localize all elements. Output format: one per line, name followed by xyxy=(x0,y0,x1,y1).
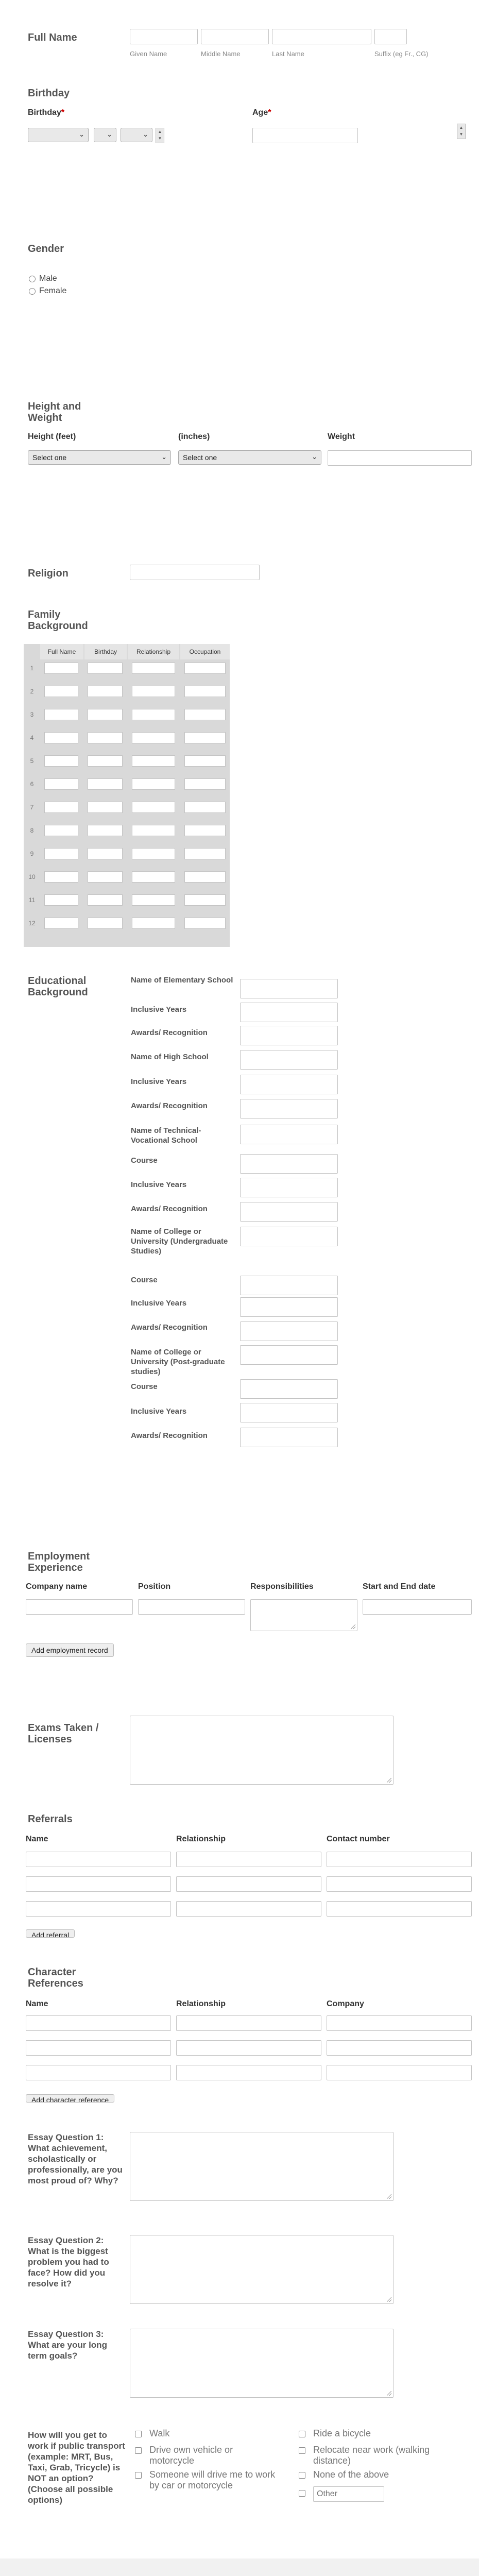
education-field-input[interactable] xyxy=(240,1125,338,1144)
family-cell-input[interactable] xyxy=(44,709,78,720)
education-field-input[interactable] xyxy=(240,1003,338,1022)
referral-input[interactable] xyxy=(26,1876,171,1892)
education-field-label: Awards/ Recognition xyxy=(131,1431,208,1440)
family-cell-input[interactable] xyxy=(132,825,175,836)
family-cell-input[interactable] xyxy=(132,871,175,883)
education-field-label: Inclusive Years xyxy=(131,1005,187,1014)
character-col-company: Company xyxy=(327,1999,364,2008)
family-cell-input[interactable] xyxy=(184,755,226,767)
suffix-input[interactable] xyxy=(374,29,407,44)
essay-2-textarea[interactable] xyxy=(130,2235,394,2304)
employment-col-dates: Start and End date xyxy=(363,1582,436,1591)
gender-male-label: Male xyxy=(39,274,57,283)
birth-year-select[interactable]: ⌄ xyxy=(121,128,152,142)
family-cell-input[interactable] xyxy=(132,778,175,790)
family-cell-input[interactable] xyxy=(44,755,78,767)
family-cell-input[interactable] xyxy=(88,894,123,906)
education-field-label: Course xyxy=(131,1156,158,1165)
referral-input[interactable] xyxy=(176,1852,321,1867)
family-cell-input[interactable] xyxy=(184,709,226,720)
family-row-number: 2 xyxy=(30,688,34,695)
suffix-sublabel: Suffix (eg Fr., CG) xyxy=(374,50,429,58)
education-field-input[interactable] xyxy=(240,1403,338,1422)
education-field-label: Inclusive Years xyxy=(131,1077,187,1086)
transport-drive-label: Drive own vehicle or motorcycle xyxy=(149,2445,233,2466)
education-field-input[interactable] xyxy=(240,1321,338,1341)
education-field-input[interactable] xyxy=(240,1178,338,1197)
education-field-label: Course xyxy=(131,1382,158,1391)
family-cell-input[interactable] xyxy=(88,686,123,697)
family-cell-input[interactable] xyxy=(184,894,226,906)
full-name-label: Full Name xyxy=(28,32,77,43)
family-cell-input[interactable] xyxy=(44,686,78,697)
referral-input[interactable] xyxy=(327,1852,472,1867)
date-picker-icon[interactable]: ▲ ▼ xyxy=(156,128,164,143)
family-row-number: 7 xyxy=(30,804,34,811)
family-row-number: 3 xyxy=(30,711,34,718)
family-table xyxy=(24,644,230,947)
character-col-name: Name xyxy=(26,1999,48,2008)
essay-3-label: Essay Question 3: What are your long term goals? xyxy=(28,2329,107,2361)
character-col-relationship: Relationship xyxy=(176,1999,226,2008)
employment-col-responsibilities: Responsibilities xyxy=(250,1582,314,1591)
transport-bicycle-label: Ride a bicycle xyxy=(313,2428,371,2438)
transport-driven-checkbox[interactable] xyxy=(135,2472,142,2479)
transport-question-label: How will you get to work if public transport (example: MRT, Bus, Taxi, Grab, Tricycle) is NOT an option? (Choose all possible options) xyxy=(28,2430,125,2505)
birth-month-select[interactable]: ⌄ xyxy=(28,128,89,142)
last-name-input[interactable] xyxy=(272,29,371,44)
character-references-label: Character References xyxy=(28,1967,83,1989)
family-cell-input[interactable] xyxy=(44,732,78,743)
family-cell-input[interactable] xyxy=(44,918,78,929)
family-row-number: 10 xyxy=(28,873,36,880)
education-field-input[interactable] xyxy=(240,1154,338,1174)
character-reference-input[interactable] xyxy=(327,2040,472,2056)
employment-company-input[interactable] xyxy=(26,1599,133,1615)
weight-input[interactable] xyxy=(328,450,472,466)
referral-input[interactable] xyxy=(26,1852,171,1867)
family-cell-input[interactable] xyxy=(88,848,123,859)
family-cell-input[interactable] xyxy=(88,825,123,836)
character-reference-input[interactable] xyxy=(176,2015,321,2031)
family-cell-input[interactable] xyxy=(88,663,123,674)
character-reference-input[interactable] xyxy=(26,2065,171,2080)
family-cell-input[interactable] xyxy=(44,894,78,906)
transport-none-label: None of the above xyxy=(313,2469,389,2480)
middle-name-sublabel: Middle Name xyxy=(201,50,241,58)
family-row-number: 1 xyxy=(30,665,34,672)
family-row-number: 5 xyxy=(30,757,34,765)
character-reference-input[interactable] xyxy=(176,2065,321,2080)
employment-col-company: Company name xyxy=(26,1582,88,1591)
family-cell-input[interactable] xyxy=(132,918,175,929)
education-field-input[interactable] xyxy=(240,1026,338,1045)
family-col-fullname: Full Name xyxy=(40,644,83,659)
family-cell-input[interactable] xyxy=(184,848,226,859)
exams-label: Exams Taken / Licenses xyxy=(28,1722,99,1745)
family-cell-input[interactable] xyxy=(44,802,78,813)
family-cell-input[interactable] xyxy=(184,663,226,674)
given-name-input[interactable] xyxy=(130,29,198,44)
family-cell-input[interactable] xyxy=(184,802,226,813)
transport-relocate-label: Relocate near work (walking distance) xyxy=(313,2445,430,2466)
education-field-label: Awards/ Recognition xyxy=(131,1323,208,1332)
family-cell-input[interactable] xyxy=(88,871,123,883)
education-field-input[interactable] xyxy=(240,1428,338,1447)
transport-walk-label: Walk xyxy=(149,2428,170,2438)
add-employment-button[interactable]: Add employment record xyxy=(26,1643,114,1657)
family-cell-input[interactable] xyxy=(44,871,78,883)
education-field-label: Awards/ Recognition xyxy=(131,1101,208,1110)
character-reference-input[interactable] xyxy=(327,2015,472,2031)
education-field-label: Course xyxy=(131,1276,158,1284)
employment-position-input[interactable] xyxy=(138,1599,245,1615)
family-row-number: 12 xyxy=(28,920,36,927)
religion-input[interactable] xyxy=(130,565,260,580)
age-spinner[interactable]: ▲ ▼ xyxy=(457,124,466,139)
transport-drive-checkbox[interactable] xyxy=(135,2447,142,2454)
education-field-input[interactable] xyxy=(240,1297,338,1317)
education-field-input[interactable] xyxy=(240,1276,338,1295)
family-cell-input[interactable] xyxy=(184,871,226,883)
given-name-sublabel: Given Name xyxy=(130,50,167,58)
family-row-number: 4 xyxy=(30,734,34,741)
referral-input[interactable] xyxy=(327,1901,472,1917)
referrals-label: Referrals xyxy=(28,1814,73,1825)
essay-1-textarea[interactable] xyxy=(130,2132,394,2201)
age-input[interactable] xyxy=(252,128,358,143)
character-reference-input[interactable] xyxy=(327,2065,472,2080)
add-character-reference-button[interactable]: Add character reference xyxy=(26,2094,114,2103)
referrals-col-name: Name xyxy=(26,1835,48,1843)
family-row-number: 6 xyxy=(30,781,34,788)
character-reference-input[interactable] xyxy=(26,2040,171,2056)
family-cell-input[interactable] xyxy=(132,755,175,767)
education-field-input[interactable] xyxy=(240,1345,338,1365)
gender-label: Gender xyxy=(28,243,64,255)
family-cell-input[interactable] xyxy=(132,894,175,906)
family-cell-input[interactable] xyxy=(88,755,123,767)
education-field-label: Awards/ Recognition xyxy=(131,1205,208,1213)
character-reference-input[interactable] xyxy=(176,2040,321,2056)
employment-col-position: Position xyxy=(138,1582,171,1591)
last-name-sublabel: Last Name xyxy=(272,50,304,58)
transport-driven-label: Someone will drive me to work by car or motorcycle xyxy=(149,2469,276,2490)
family-col-birthday: Birthday xyxy=(84,644,127,659)
education-field-label: Inclusive Years xyxy=(131,1180,187,1189)
family-cell-input[interactable] xyxy=(184,918,226,929)
employment-label: Employment Experience xyxy=(28,1551,90,1573)
education-field-input[interactable] xyxy=(240,1379,338,1399)
education-field-input[interactable] xyxy=(240,1050,338,1070)
birthday-section-label: Birthday xyxy=(28,88,70,99)
character-reference-input[interactable] xyxy=(26,2015,171,2031)
employment-responsibilities-input[interactable] xyxy=(250,1599,357,1631)
family-cell-input[interactable] xyxy=(44,663,78,674)
education-field-label: Inclusive Years xyxy=(131,1299,187,1308)
referral-input[interactable] xyxy=(176,1876,321,1892)
family-cell-input[interactable] xyxy=(184,686,226,697)
family-cell-input[interactable] xyxy=(88,918,123,929)
referral-input[interactable] xyxy=(327,1876,472,1892)
family-background-label: Family Background xyxy=(28,609,88,632)
family-cell-input[interactable] xyxy=(44,825,78,836)
family-cell-input[interactable] xyxy=(184,732,226,743)
essay-1-label: Essay Question 1: What achievement, scholastically or professionally, are you most proud of? Why? xyxy=(28,2132,123,2185)
family-cell-input[interactable] xyxy=(184,778,226,790)
height-feet-label: Height (feet) xyxy=(28,432,76,441)
height-inches-select[interactable]: Select one ⌄ xyxy=(178,450,321,465)
age-label: Age* xyxy=(252,108,271,117)
family-cell-input[interactable] xyxy=(132,802,175,813)
essay-2-label: Essay Question 2: What is the biggest problem you had to face? How did you resolve it? xyxy=(28,2235,109,2289)
educational-background-label: Educational Background xyxy=(28,975,88,998)
referral-input[interactable] xyxy=(26,1901,171,1917)
family-cell-input[interactable] xyxy=(132,663,175,674)
birth-day-select[interactable]: ⌄ xyxy=(94,128,116,142)
family-row-number: 9 xyxy=(30,850,34,857)
referral-input[interactable] xyxy=(176,1901,321,1917)
middle-name-input[interactable] xyxy=(201,29,269,44)
education-field-label: Name of Elementary School xyxy=(131,976,233,985)
family-cell-input[interactable] xyxy=(132,732,175,743)
transport-walk-checkbox[interactable] xyxy=(135,2431,142,2437)
family-row-number: 11 xyxy=(28,896,36,904)
height-inches-label: (inches) xyxy=(178,432,210,441)
transport-other-checkbox[interactable] xyxy=(299,2490,305,2497)
education-field-label: Name of College or University (Undergraduate Studies) xyxy=(131,1227,228,1256)
family-cell-input[interactable] xyxy=(44,848,78,859)
family-cell-input[interactable] xyxy=(132,709,175,720)
education-field-input[interactable] xyxy=(240,1227,338,1246)
gender-female-radio[interactable] xyxy=(29,288,36,295)
family-cell-input[interactable] xyxy=(88,709,123,720)
education-field-label: Inclusive Years xyxy=(131,1407,187,1416)
transport-none-checkbox[interactable] xyxy=(299,2472,305,2479)
height-weight-label: Height and Weight xyxy=(28,401,81,423)
education-field-input[interactable] xyxy=(240,1075,338,1094)
family-col-relationship: Relationship xyxy=(128,644,179,659)
family-row-number: 8 xyxy=(30,827,34,834)
height-feet-select[interactable]: Select one ⌄ xyxy=(28,450,171,465)
gender-female-label: Female xyxy=(39,286,67,295)
weight-label: Weight xyxy=(328,432,355,441)
religion-label: Religion xyxy=(28,568,69,579)
transport-other-input[interactable] xyxy=(313,2486,384,2502)
family-cell-input[interactable] xyxy=(88,732,123,743)
gender-male-radio[interactable] xyxy=(29,276,36,282)
employment-dates-input[interactable] xyxy=(363,1599,472,1615)
family-cell-input[interactable] xyxy=(88,802,123,813)
education-field-label: Awards/ Recognition xyxy=(131,1028,208,1037)
family-cell-input[interactable] xyxy=(132,848,175,859)
education-field-label: Name of College or University (Post-graduate studies) xyxy=(131,1348,225,1376)
family-cell-input[interactable] xyxy=(44,778,78,790)
education-field-label: Name of High School xyxy=(131,1053,209,1061)
family-cell-input[interactable] xyxy=(184,825,226,836)
transport-bicycle-checkbox[interactable] xyxy=(299,2431,305,2437)
family-cell-input[interactable] xyxy=(88,778,123,790)
education-field-input[interactable] xyxy=(240,1099,338,1118)
education-field-input[interactable] xyxy=(240,979,338,998)
education-field-label: Name of Technical-Vocational School xyxy=(131,1126,201,1145)
add-referral-button[interactable]: Add referral xyxy=(26,1929,75,1938)
education-field-input[interactable] xyxy=(240,1202,338,1222)
family-cell-input[interactable] xyxy=(132,686,175,697)
referrals-col-relationship: Relationship xyxy=(176,1835,226,1843)
transport-relocate-checkbox[interactable] xyxy=(299,2447,305,2454)
exams-textarea[interactable] xyxy=(130,1716,394,1785)
birthday-label: Birthday* xyxy=(28,108,65,117)
family-col-occupation: Occupation xyxy=(180,644,230,659)
essay-3-textarea[interactable] xyxy=(130,2329,394,2398)
referrals-col-contact: Contact number xyxy=(327,1835,390,1843)
